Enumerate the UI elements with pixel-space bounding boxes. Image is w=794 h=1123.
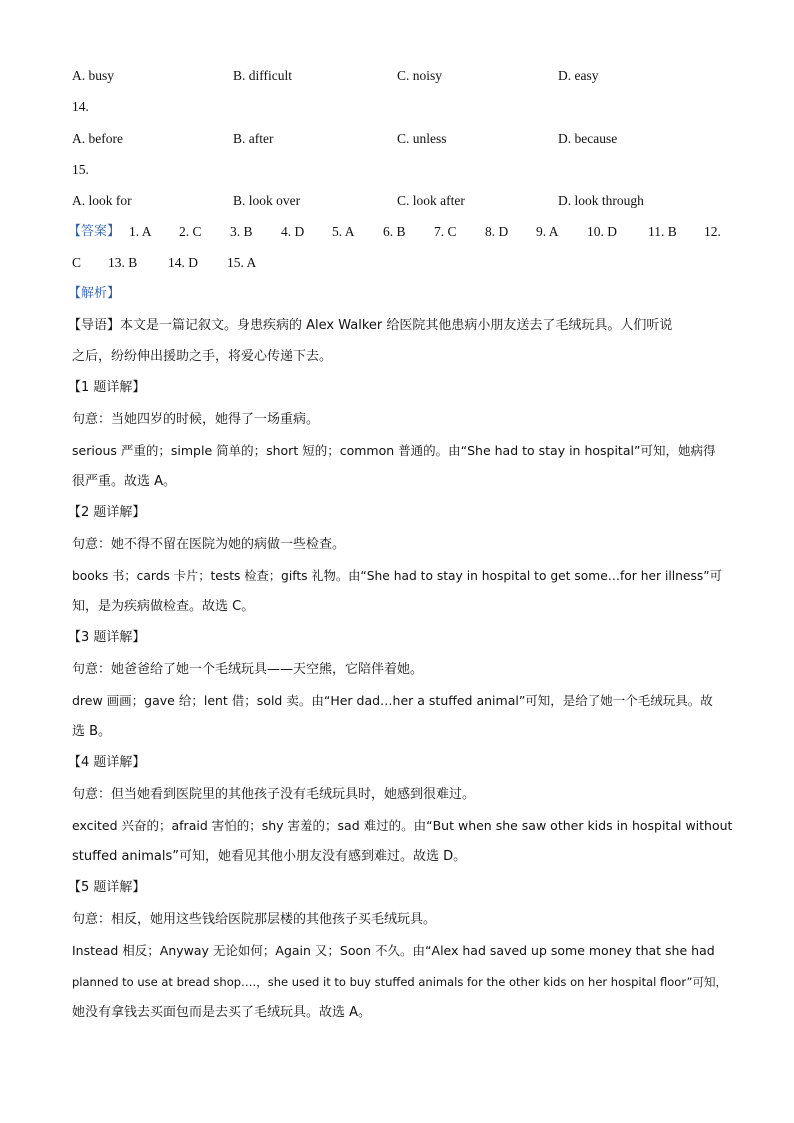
answer-item: 1. A [129, 224, 152, 239]
section-title: 【1 题详解】 [68, 380, 146, 395]
guide-line: 【导语】本文是一篇记叙文。身患疾病的 Alex Walker 给医院其他患病小朋友送去了毛绒玩具。人们听说 [68, 318, 673, 333]
section-line: 句意：相反，她用这些钱给医院那层楼的其他孩子买毛绒玩具。 [72, 912, 437, 927]
q14-number: 14. [72, 99, 89, 114]
answer-label: 【答案】 [68, 224, 121, 239]
q15-option-a: A. look for [72, 193, 132, 208]
section-line: 句意：她不得不留在医院为她的病做一些检查。 [72, 537, 346, 552]
section-line: excited 兴奋的；afraid 害怕的；shy 害羞的；sad 难过的。由“But when she saw other kids in hospital without [72, 818, 733, 833]
section-title: 【2 题详解】 [68, 505, 146, 520]
q14-option-a: A. before [72, 131, 123, 146]
section-line: Instead 相反；Anyway 无论如何；Again 又；Soon 不久。由“Alex had saved up some money that she had [72, 943, 715, 958]
q13-option-d: D. easy [558, 68, 599, 83]
q13-option-a: A. busy [72, 68, 115, 83]
section-title: 【3 题详解】 [68, 630, 146, 645]
section-line: 句意：但当她看到医院里的其他孩子没有毛绒玩具时，她感到很难过。 [72, 787, 476, 802]
answer-item: 3. B [230, 224, 253, 239]
section-line: 她没有拿钱去买面包而是去买了毛绒玩具。故选 A。 [72, 1005, 372, 1020]
answer-item: 9. A [536, 224, 559, 239]
q15-option-c: C. look after [397, 193, 465, 208]
q14-option-d: D. because [558, 131, 618, 146]
answer-item: 13. B [108, 255, 138, 270]
section-line: stuffed animals”可知，她看见其他小朋友没有感到难过。故选 D。 [72, 849, 467, 864]
section-line: drew 画画；gave 给；lent 借；sold 卖。由“Her dad…her a stuffed animal”可知，是给了她一个毛绒玩具。故 [72, 693, 713, 708]
answer-item: 15. A [227, 255, 257, 270]
section-line: serious 严重的；simple 简单的；short 短的；common 普通的。由“She had to stay in hospital”可知，她病得 [72, 443, 716, 458]
guide-line: 之后，纷纷伸出援助之手，将爱心传递下去。 [72, 349, 333, 364]
q14-option-b: B. after [233, 131, 274, 146]
answer-item: 4. D [281, 224, 305, 239]
answer-item: C [72, 255, 82, 270]
q15-option-d: D. look through [558, 193, 644, 208]
section-line: 句意：她爸爸给了她一个毛绒玩具——天空熊，它陪伴着她。 [72, 662, 424, 677]
answer-item: 12. [704, 224, 721, 239]
answer-item: 8. D [485, 224, 509, 239]
q15-number: 15. [72, 162, 89, 177]
q13-option-c: C. noisy [397, 68, 443, 83]
section-line: books 书；cards 卡片；tests 检查；gifts 礼物。由“She had to stay in hospital to get some…for her illness”可 [72, 569, 722, 583]
q15-option-b: B. look over [233, 193, 301, 208]
answer-item: 10. D [587, 224, 617, 239]
answer-item: 11. B [648, 224, 677, 239]
answer-item: 14. D [168, 255, 198, 270]
section-line: 选 B。 [72, 724, 112, 739]
answer-item: 7. C [434, 224, 457, 239]
answer-item: 6. B [383, 224, 406, 239]
section-line: 知，是为疾病做检查。故选 C。 [72, 599, 255, 614]
section-title: 【4 题详解】 [68, 755, 146, 770]
section-line: 很严重。故选 A。 [72, 474, 177, 489]
q14-option-c: C. unless [397, 131, 447, 146]
answer-item: 2. C [179, 224, 202, 239]
section-line: 句意：当她四岁的时候，她得了一场重病。 [72, 412, 320, 427]
analysis-label: 【解析】 [68, 286, 121, 301]
q13-option-b: B. difficult [233, 68, 292, 83]
answer-item: 5. A [332, 224, 355, 239]
section-title: 【5 题详解】 [68, 880, 146, 895]
section-line: planned to use at bread shop….，she used it to buy stuffed animals for the other kids on her hospital floor”可知， [72, 975, 728, 989]
